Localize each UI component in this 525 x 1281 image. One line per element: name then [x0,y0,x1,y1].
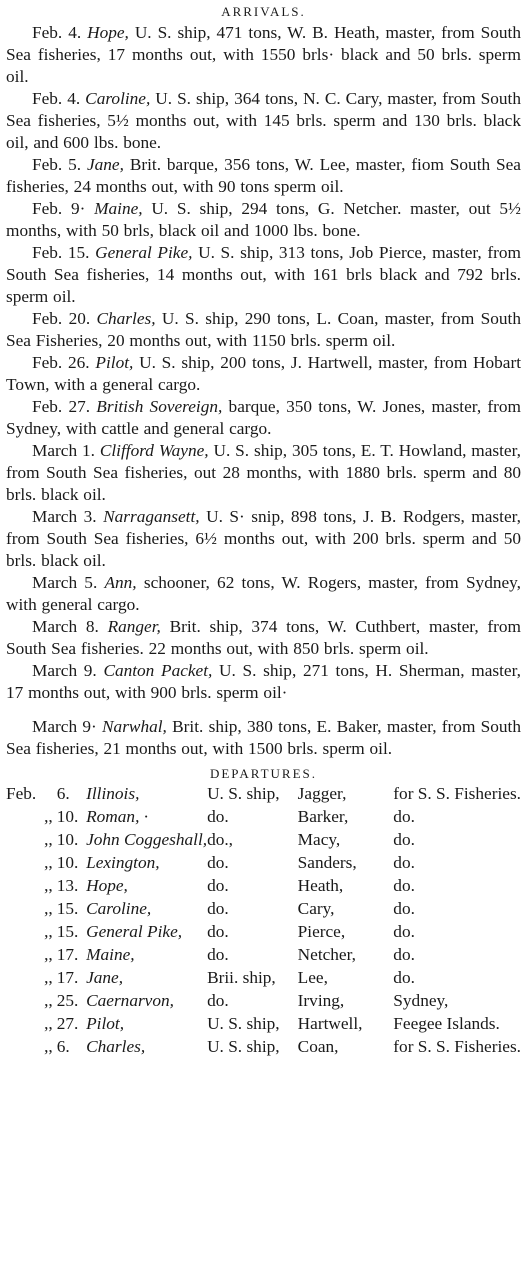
departure-date: 15. [56,922,79,941]
arrival-entry [6,242,521,308]
departure-rig: do. [207,807,229,826]
arrival-ship-name: Hope, [87,23,129,42]
departure-dest: do. [393,853,415,872]
arrival-details: U. S. ship, 313 tons, Job Pierce, master, from South Sea fisheries, 14 months out, with 161 brls black and 792 brls. sperm oil. [6,243,521,306]
departure-prefix: ,, [44,830,53,849]
departure-dest: for S. S. Fisheries. [393,784,521,803]
departure-prefix: Feb. [6,784,37,803]
arrival-entry [6,616,521,660]
departure-prefix: ,, [44,991,53,1010]
departure-rig: U. S. ship, [207,784,280,803]
departure-dest: for S. S. Fisheries. [393,1037,521,1056]
arrival-details: barque, 350 tons, W. Jones, master, from Sydney, with cattle and general cargo. [6,397,521,438]
departure-dest: do. [393,968,415,987]
departure-ship: Caroline, [86,899,152,918]
arrival-entry [6,22,521,88]
departure-row [6,851,521,874]
departure-date: 17. [56,945,79,964]
entry-spacer [6,704,521,716]
arrival-entry [6,506,521,572]
departure-row [6,920,521,943]
departure-row [6,1035,521,1058]
departure-master: Hartwell, [297,1014,363,1033]
departure-master: Irving, [297,991,345,1010]
departure-ship: Charles, [86,1037,146,1056]
departure-ship: Jane, [86,968,124,987]
departure-prefix: ,, [44,968,53,987]
arrival-entry [6,154,521,198]
departure-dest: Sydney, [393,991,449,1010]
departure-dest: do. [393,807,415,826]
arrival-date: March 5. [32,573,98,592]
departure-date: 10. [56,830,79,849]
arrival-details: schooner, 62 tons, W. Rogers, master, from Sydney, with general cargo. [6,573,521,614]
departure-date: 27. [56,1014,79,1033]
arrival-entry [6,440,521,506]
departure-dest: do. [393,899,415,918]
arrival-ship-name: Caroline, [85,89,151,108]
arrival-date: Feb. 9· [32,199,86,218]
departure-ship: General Pike, [86,922,183,941]
arrival-entry [6,396,521,440]
arrival-entry [6,572,521,616]
arrival-details: U. S. ship, 271 tons, H. Sherman, master, 17 months out, with 900 brls. sperm oil· [6,661,521,702]
arrival-date: Feb. 15. [32,243,90,262]
arrival-date: March 9. [32,661,97,680]
arrival-date: Feb. 4. [32,23,82,42]
arrival-entry [6,716,521,760]
arrival-details: U. S. ship, 290 tons, L. Coan, master, from South Sea Fisheries, 20 months out, with 1150 brls. sperm oil. [6,309,521,350]
arrival-ship-name: Pilot, [95,353,134,372]
arrival-date: March 3. [32,507,97,526]
departure-prefix: ,, [44,807,53,826]
arrival-date: March 8. [32,617,99,636]
arrival-details: U. S. ship, 294 tons, G. Netcher. master, out 5½ months, with 50 brls, black oil and 1000 lbs. bone. [6,199,521,240]
arrival-entry [6,308,521,352]
arrival-ship-name: Jane, [86,155,124,174]
departure-dest: do. [393,876,415,895]
departure-date: 10. [56,853,79,872]
departure-master: Pierce, [297,922,346,941]
departure-row [6,874,521,897]
departure-master: Jagger, [297,784,347,803]
departure-ship: Pilot, [86,1014,125,1033]
departure-rig: do. [207,853,229,872]
arrival-details: Brit. barque, 356 tons, W. Lee, master, fiom South Sea fisheries, 24 months out, with 90 tons sperm oil. [6,155,521,196]
departure-ship: Caernarvon, [86,991,174,1010]
arrival-ship-name: Narwhal, [102,717,167,736]
departure-date: 17. [56,968,79,987]
arrival-ship-name: Canton Packet, [103,661,213,680]
arrival-details: U. S. ship, 471 tons, W. B. Heath, master, from South Sea fisheries, 17 months out, with 1550 brls· black and 50 brls. sperm oil. [6,23,521,86]
arrival-entry [6,198,521,242]
departure-date: 6. [56,1037,70,1056]
departure-rig: do. [207,876,229,895]
departure-rig: do. [207,922,229,941]
arrival-ship-name: General Pike, [95,243,193,262]
arrival-entry [6,352,521,396]
departure-prefix: ,, [44,945,53,964]
departure-prefix: ,, [44,899,53,918]
departure-date: 25. [56,991,79,1010]
arrival-date: Feb. 27. [32,397,91,416]
departure-rig: do. [207,899,229,918]
departure-row [6,782,521,805]
departure-master: Cary, [297,899,335,918]
departure-rig: U. S. ship, [207,1037,280,1056]
departure-prefix: ,, [44,1037,53,1056]
departure-row [6,989,521,1012]
arrivals-heading: ARRIVALS. [221,4,306,19]
arrival-ship-name: Charles, [96,309,156,328]
departure-row [6,805,521,828]
departure-row [6,897,521,920]
departure-rig: do. [207,991,229,1010]
departure-rig: do., [207,830,233,849]
departure-master: Macy, [297,830,341,849]
arrival-date: Feb. 20. [32,309,91,328]
arrival-entry [6,660,521,704]
departure-row [6,943,521,966]
departure-rig: Brii. ship, [207,968,276,987]
departure-ship: Lexington, [86,853,160,872]
arrival-date: March 9· [32,717,97,736]
arrival-date: Feb. 5. [32,155,82,174]
arrival-ship-name: Ann, [104,573,137,592]
departure-row [6,1012,521,1035]
arrival-details: U. S. ship, 200 tons, J. Hartwell, master, from Hobart Town, with a general cargo. [6,353,522,394]
departure-prefix: ,, [44,876,53,895]
departure-master: Heath, [297,876,344,895]
departure-master: Coan, [297,1037,339,1056]
arrival-ship-name: Maine, [94,199,143,218]
departure-dest: do. [393,945,415,964]
arrival-details: U. S. ship, 305 tons, E. T. Howland, master, from South Sea fisheries, out 28 months, with 1880 brls. sperm and 80 brls. black oil. [6,441,521,504]
arrival-date: Feb. 4. [32,89,81,108]
arrival-details: Brit. ship, 374 tons, W. Cuthbert, master, from South Sea fisheries. 22 months out, with 850 brls. sperm oil. [6,617,521,658]
departure-master: Netcher, [297,945,356,964]
departure-row [6,828,521,851]
departure-ship: Illinois, [86,784,140,803]
arrival-ship-name: Ranger, [107,617,161,636]
arrival-entry [6,88,521,154]
departure-dest: do. [393,922,415,941]
arrival-ship-name: Narragansett, [103,507,200,526]
departure-ship: Maine, [86,945,135,964]
arrival-ship-name: British Sovereign, [96,397,223,416]
departure-prefix: ,, [44,1014,53,1033]
departure-ship: Roman, · [86,807,149,826]
arrival-details: U. S. ship, 364 tons, N. C. Cary, master, from South Sea fisheries, 5½ months out, with 145 brls. sperm and 130 brls. black oil, and 600 lbs. bone. [6,89,522,152]
arrival-details: Brit. ship, 380 tons, E. Baker, master, from South Sea fisheries, 21 months out, with 1500 brls. sperm oil. [6,717,521,758]
departure-dest: Feegee Islands. [393,1014,500,1033]
departure-ship: Hope, [86,876,128,895]
arrival-details: U. S· snip, 898 tons, J. B. Rodgers, master, from South Sea fisheries, 6½ months out, with 200 brls. sperm and 50 brls. black oil. [6,507,521,570]
departure-prefix: ,, [44,922,53,941]
arrivals-list [6,22,521,760]
departure-rig: do. [207,945,229,964]
departures-table [6,782,521,1058]
departure-date: 13. [56,876,79,895]
departure-ship: John Coggeshall, [86,830,208,849]
departure-prefix: ,, [44,853,53,872]
departure-date: 15. [56,899,79,918]
arrival-date: Feb. 26. [32,353,90,372]
departure-master: Sanders, [297,853,357,872]
departure-date: 6. [56,784,70,803]
departure-master: Barker, [297,807,349,826]
departure-master: Lee, [297,968,328,987]
arrival-date: March 1. [32,441,95,460]
departure-dest: do. [393,830,415,849]
departures-heading: DEPARTURES. [209,766,318,781]
departure-row [6,966,521,989]
departure-date: 10. [56,807,79,826]
arrival-ship-name: Clifford Wayne, [99,441,209,460]
departure-rig: U. S. ship, [207,1014,280,1033]
